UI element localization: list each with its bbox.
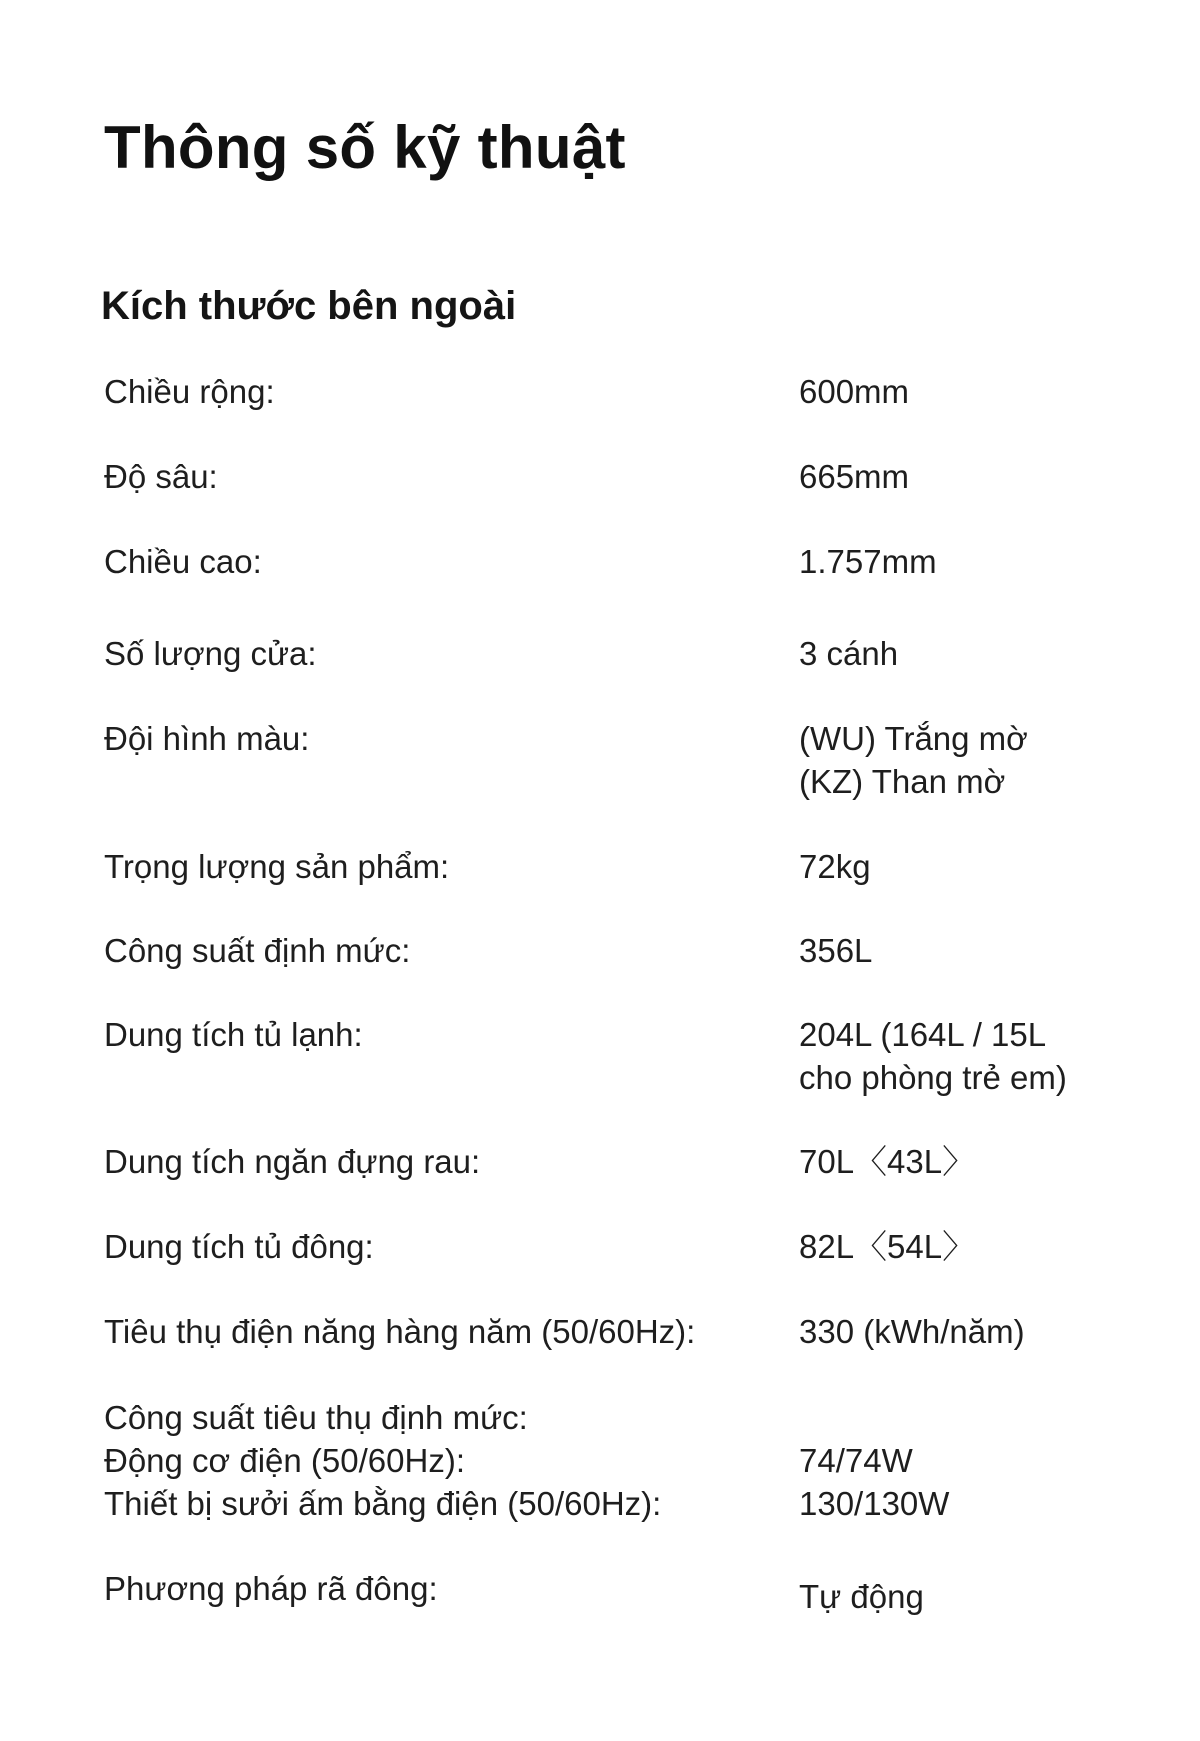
spec-value-line: 204L (164L / 15L	[799, 1016, 1047, 1053]
spec-value: 82L〈54L〉	[799, 1228, 976, 1265]
spec-label: Công suất định mức:	[104, 932, 411, 969]
spec-value	[799, 1396, 1119, 1525]
spec-value: 665mm	[799, 458, 910, 495]
section-title: Kích thước bên ngoài	[101, 284, 517, 328]
spec-value: Tự động	[799, 1578, 924, 1615]
spec-label: Đội hình màu:	[104, 720, 310, 757]
spec-value: 600mm	[799, 373, 910, 410]
spec-value-line: 74/74W	[799, 1442, 913, 1479]
spec-label: Trọng lượng sản phẩm:	[104, 848, 450, 885]
spec-value: 330 (kWh/năm)	[799, 1313, 1025, 1350]
spec-label: Dung tích tủ lạnh:	[104, 1016, 363, 1053]
page-title: Thông số kỹ thuật	[104, 114, 626, 181]
spec-value: 356L	[799, 932, 873, 969]
spec-label: Phương pháp rã đông:	[104, 1570, 438, 1607]
spec-value-line: (KZ) Than mờ	[799, 763, 1006, 800]
spec-value: 1.757mm	[799, 543, 937, 580]
spec-label	[104, 1396, 794, 1525]
spec-label-line: Thiết bị sưởi ấm bằng điện (50/60Hz):	[104, 1485, 662, 1522]
spec-label: Độ sâu:	[104, 458, 218, 495]
spec-label: Dung tích tủ đông:	[104, 1228, 374, 1265]
spec-value: 72kg	[799, 848, 871, 885]
spec-label-line: Động cơ điện (50/60Hz):	[104, 1442, 465, 1479]
spec-value-line: (WU) Trắng mờ	[799, 720, 1028, 757]
spec-label: Chiều cao:	[104, 543, 262, 580]
spec-value: 70L〈43L〉	[799, 1143, 976, 1180]
spec-value	[799, 1013, 1119, 1099]
spec-value-line: 130/130W	[799, 1485, 950, 1522]
spec-value-line: cho phòng trẻ em)	[799, 1059, 1067, 1096]
spec-label: Tiêu thụ điện năng hàng năm (50/60Hz):	[104, 1313, 696, 1350]
spec-label: Số lượng cửa:	[104, 635, 317, 672]
spec-value-spacer	[799, 1396, 1119, 1439]
spec-label: Chiều rộng:	[104, 373, 275, 410]
spec-value: 3 cánh	[799, 635, 899, 672]
spec-label: Dung tích ngăn đựng rau:	[104, 1143, 481, 1180]
spec-value	[799, 717, 1119, 803]
spec-label-line: Công suất tiêu thụ định mức:	[104, 1399, 528, 1436]
